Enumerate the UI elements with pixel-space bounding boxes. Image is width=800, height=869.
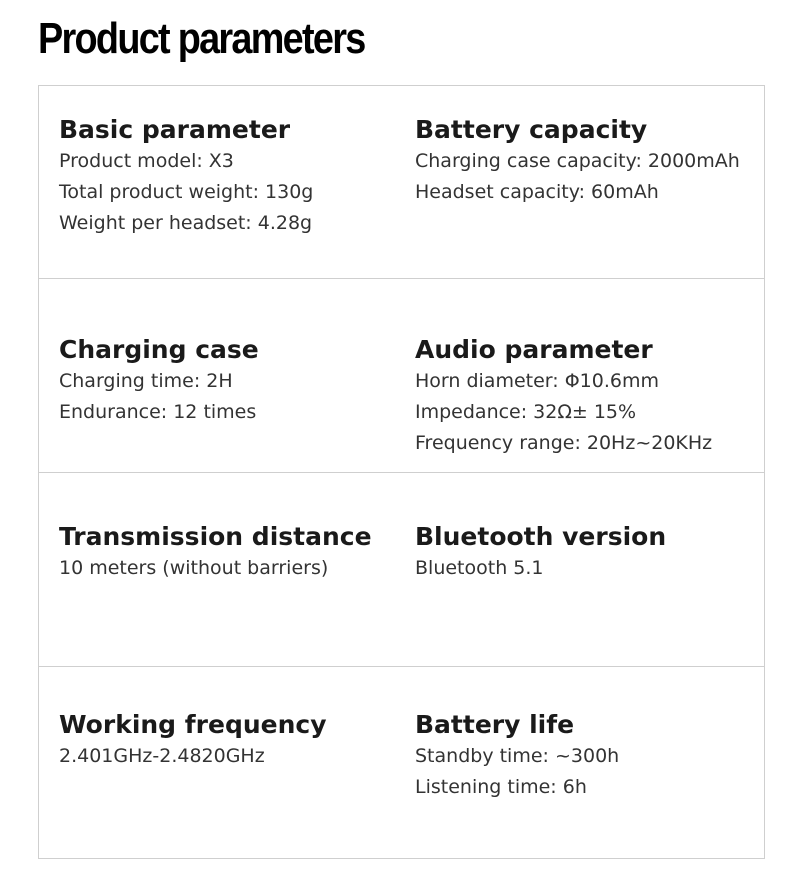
section-working-frequency [59, 709, 327, 772]
spec-line: Listening time: 6h [415, 776, 587, 798]
spec-line: Horn diameter: Φ10.6mm [415, 370, 659, 392]
parameter-row [39, 279, 764, 473]
section-bluetooth-version [415, 521, 666, 584]
section-transmission-distance [59, 521, 372, 584]
parameter-row [39, 473, 764, 667]
spec-line: Bluetooth 5.1 [415, 557, 544, 579]
section-heading: Battery life [415, 710, 575, 739]
section-charging-case [59, 334, 259, 428]
section-battery-life [415, 709, 619, 803]
section-basic-parameter [59, 114, 313, 239]
spec-line: Headset capacity: 60mAh [415, 181, 659, 203]
section-heading: Audio parameter [415, 335, 653, 364]
spec-line: Standby time: ~300h [415, 745, 620, 767]
spec-line: 10 meters (without barriers) [59, 557, 329, 579]
spec-line: Charging time: 2H [59, 370, 233, 392]
section-heading: Basic parameter [59, 115, 291, 144]
section-audio-parameter [415, 334, 712, 459]
parameter-row [39, 667, 764, 859]
parameters-table [38, 85, 765, 859]
section-heading: Bluetooth version [415, 522, 667, 551]
section-heading: Battery capacity [415, 115, 648, 144]
section-heading: Transmission distance [59, 522, 372, 551]
page-title: Product parameters [38, 14, 365, 63]
parameter-row [39, 86, 764, 279]
spec-line: Total product weight: 130g [59, 181, 314, 203]
section-heading: Working frequency [59, 710, 327, 739]
section-battery-capacity [415, 114, 740, 208]
section-heading: Charging case [59, 335, 259, 364]
spec-line: Charging case capacity: 2000mAh [415, 150, 740, 172]
spec-line: Weight per headset: 4.28g [59, 212, 313, 234]
spec-line: Product model: X3 [59, 150, 234, 172]
spec-line: 2.401GHz-2.4820GHz [59, 745, 265, 767]
spec-line: Endurance: 12 times [59, 401, 257, 423]
spec-line: Impedance: 32Ω± 15% [415, 401, 637, 423]
spec-line: Frequency range: 20Hz~20KHz [415, 432, 713, 454]
